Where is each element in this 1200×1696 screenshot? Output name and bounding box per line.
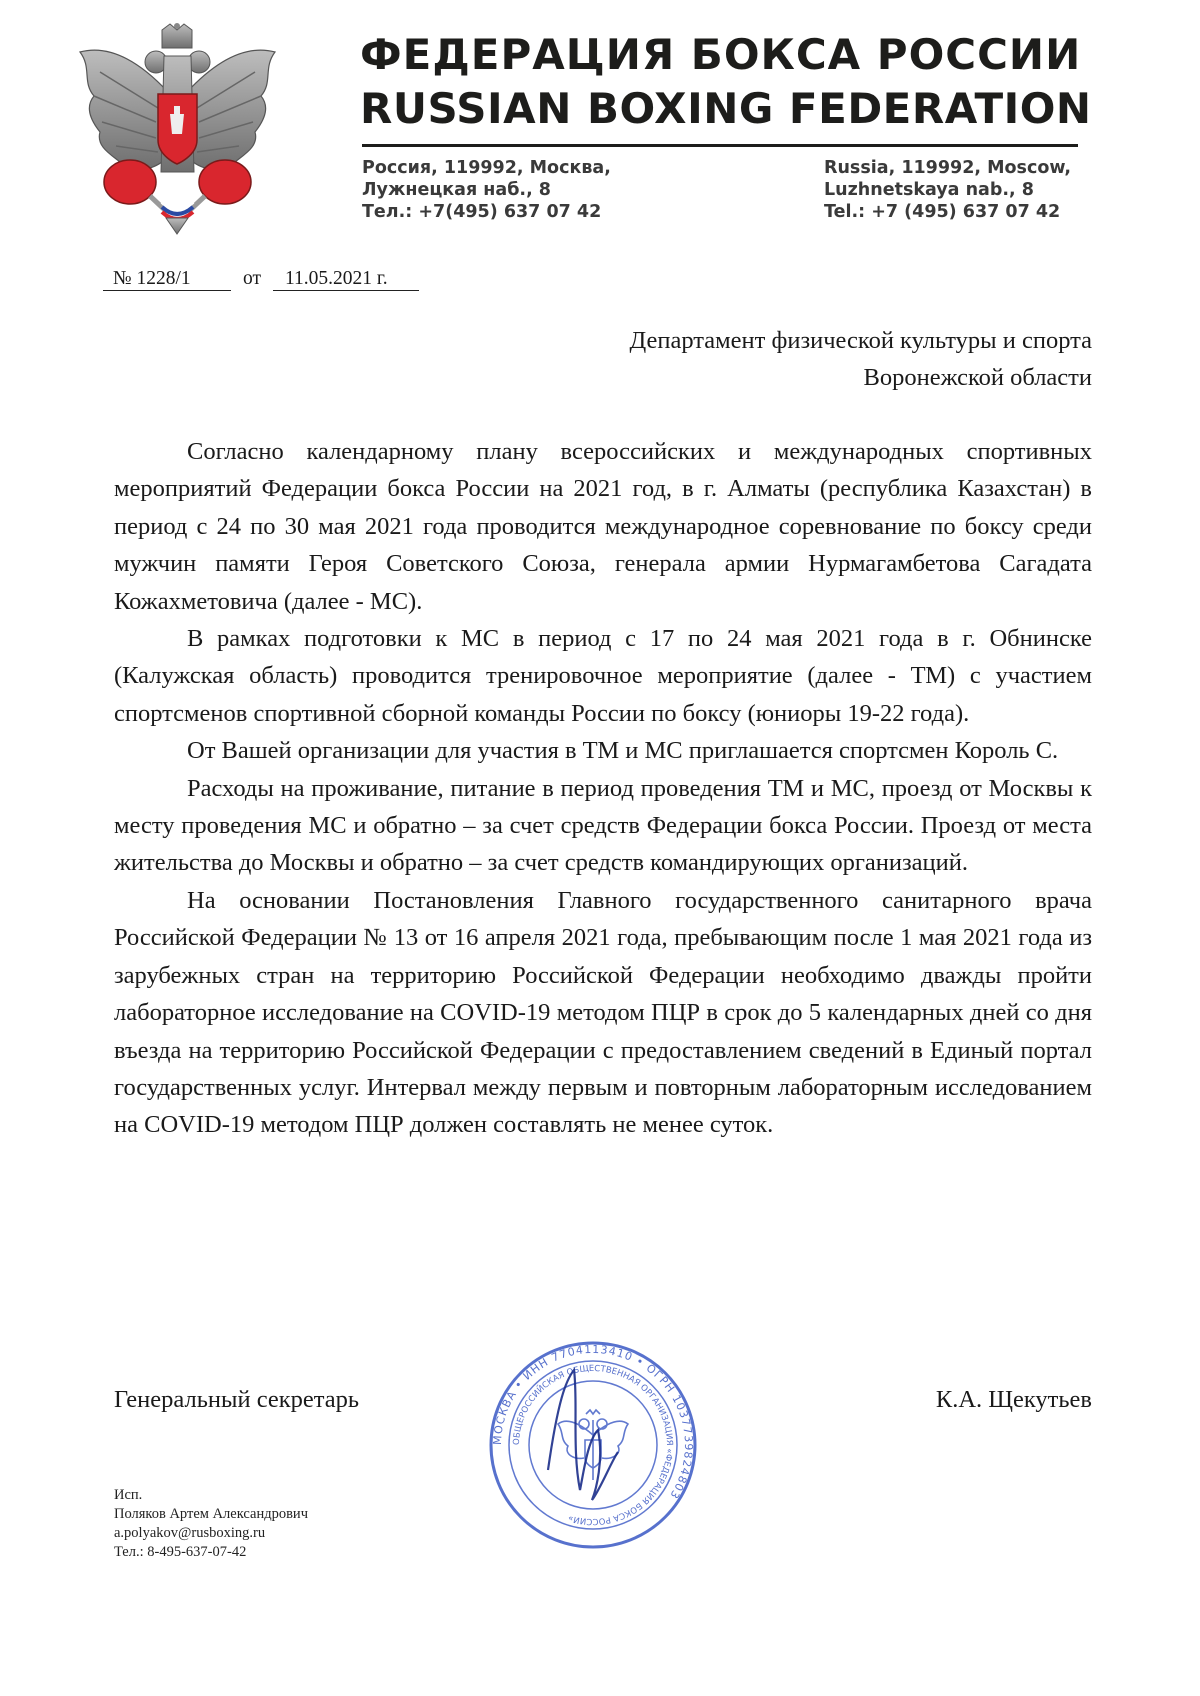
federation-emblem-icon bbox=[70, 22, 285, 237]
address-en-line: Luzhnetskaya nab., 8 bbox=[824, 180, 1034, 200]
letter-body bbox=[114, 433, 1092, 1144]
recipient-line: Департамент физической культуры и спорта bbox=[629, 327, 1092, 354]
org-name-en: RUSSIAN BOXING FEDERATION bbox=[360, 84, 1092, 133]
stamp-outer-text: МОСКВА • ИНН 7704113410 • ОГРН 1037739824803 bbox=[490, 1342, 696, 1502]
body-paragraph: Согласно календарному плану всероссийских и международных спортивных мероприятий Федерации бокса России на 2021 год, в г. Алматы (республика Казахстан) в период с 24 по 30 мая 2021 года проводится международное соревнование по боксу среди мужчин памяти Героя Советского Союза, генерала армии Нурмагамбетова Сагадата Кожахметовича (далее - МС). bbox=[114, 438, 1092, 615]
org-name-ru: ФЕДЕРАЦИЯ БОКСА РОССИИ bbox=[360, 30, 1082, 79]
executor-name: Поляков Артем Александрович bbox=[114, 1506, 308, 1522]
executor-email: a.polyakov@rusboxing.ru bbox=[114, 1525, 266, 1541]
signatory-title: Генеральный секретарь bbox=[114, 1386, 360, 1413]
letterhead-title bbox=[360, 28, 1092, 136]
from-label: от bbox=[243, 268, 262, 289]
recipient-line: Воронежской области bbox=[863, 364, 1092, 391]
round-seal-stamp-icon bbox=[488, 1340, 698, 1550]
executor-block bbox=[114, 1486, 308, 1562]
recipient-block bbox=[629, 322, 1092, 396]
address-en-line: Tel.: +7 (495) 637 07 42 bbox=[824, 202, 1061, 222]
address-ru-line: Лужнецкая наб., 8 bbox=[362, 180, 551, 200]
letter-number: № 1228/1 bbox=[103, 268, 231, 291]
header-divider bbox=[362, 144, 1078, 147]
executor-label: Исп. bbox=[114, 1487, 143, 1503]
address-en bbox=[824, 157, 1071, 223]
body-paragraph: В рамках подготовки к МС в период с 17 по 24 мая 2021 года в г. Обнинске (Калужская область) проводится тренировочное мероприятие (далее - ТМ) с участием спортсменов спортивной сборной команды России по боксу (юниоры 19-22 года). bbox=[114, 625, 1092, 727]
body-paragraph: Расходы на проживание, питание в период проведения ТМ и МС, проезд от Москвы к месту проведения МС и обратно – за счет средств Федерации бокса России. Проезд от места жительства до Москвы и обратно – за счет средств командирующих организаций. bbox=[114, 774, 1092, 877]
stamp-inner-text: ОБЩЕРОССИЙСКАЯ ОБЩЕСТВЕННАЯ ОРГАНИЗАЦИЯ «ФЕДЕРАЦИЯ БОКСА РОССИИ» bbox=[511, 1363, 675, 1527]
body-paragraph: От Вашей организации для участия в ТМ и МС приглашается спортсмен Король С. bbox=[187, 737, 1059, 765]
signatory-name: К.А. Щекутьев bbox=[935, 1386, 1092, 1413]
body-paragraph: На основании Постановления Главного государственного санитарного врача Российской Федерации № 13 от 16 апреля 2021 года, пребывающим после 1 мая 2021 года из зарубежных стран на территорию Российской Федерации необходимо дважды пройти лабораторное исследование на COVID-19 методом ПЦР в срок до 5 календарных дней со дня въезда на территорию Российской Федерации с предоставлением сведений в Единый портал государственных услуг. Интервал между первым и повторным лабораторным исследованием на COVID-19 методом ПЦР должен составлять не менее суток. bbox=[114, 886, 1092, 1139]
executor-phone: Тел.: 8-495-637-07-42 bbox=[114, 1544, 247, 1560]
registration-line bbox=[103, 268, 419, 291]
letter-date: 11.05.2021 г. bbox=[273, 268, 419, 291]
address-ru bbox=[362, 157, 611, 223]
address-ru-line: Россия, 119992, Москва, bbox=[362, 158, 611, 178]
address-en-line: Russia, 119992, Moscow, bbox=[824, 158, 1072, 178]
address-ru-line: Тел.: +7(495) 637 07 42 bbox=[362, 202, 602, 222]
